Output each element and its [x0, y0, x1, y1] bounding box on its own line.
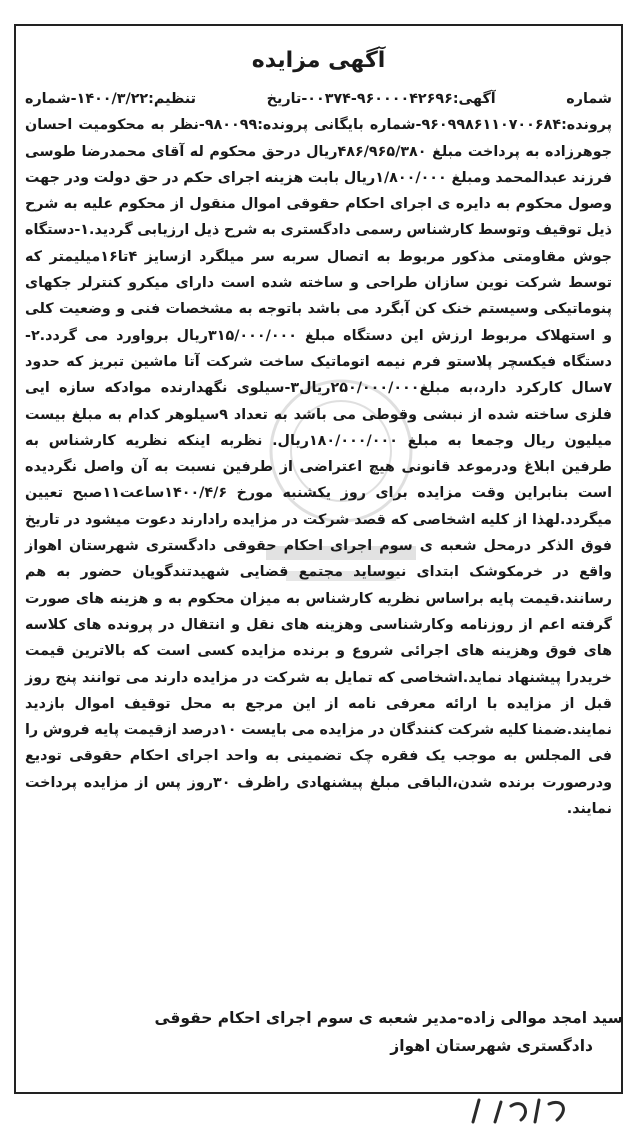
notice-title: آگهی مزایده	[251, 48, 386, 73]
signature-block	[63, 1004, 623, 1060]
handwritten-mark-icon	[465, 1094, 575, 1125]
signature-line-1: سید امجد موالی زاده-مدیر شعبه ی سوم اجرای احکام حقوقی	[154, 1009, 623, 1027]
notice-frame	[14, 24, 623, 1094]
notice-body: شماره آگهی:۹۶۰۰۰۰۴۲۶۹۶-۰۰۳۷۴-تاریخ تنظیم:۱۴۰۰/۳/۲۲-شماره پرونده:۹۶۰۹۹۸۶۱۱۰۷۰۰۶۸۴-شماره بایگانی پرونده:۹۸۰۰۹۹-نظر به محکومیت احسان جوهرزاده به پرداخت مبلغ ۴۸۶/۹۶۵/۳۸۰ریال درحق محکوم له آقای محمدرضا طوسی فرزند عبدالمحمد ومبلغ ۱/۸۰۰/۰۰۰ریال بابت هزینه اجرای حکم در حق دولت ودر جهت وصول محکوم به دایره ی اجرای احکام حقوقی اموال منقول از محکوم علیه به شرح ذیل توقیف وتوسط کارشناس رسمی دادگستری به شرح ذیل ارزیابی گردید.۱-دستگاه جوش مقاومتی مذکور مربوط به اتصال سربه سر میلگرد ازسایز ۴تا۱۶میلیمتر که توسط شرکت نوین سازان طراحی و ساخته شده است دارای میکرو کنترلر جکهای پنوماتیکی وسیستم خنک کن آبگرد می باشد باتوجه به مشخصات فنی و وضعیت کلی و استهلاک مربوط ارزش این دستگاه مبلغ ۳۱۵/۰۰۰/۰۰۰ریال برواورد می گردد.۲-دستگاه فیکسچر پلاستو فرم نیمه اتوماتیک ساخت شرکت آتا ماشین تبریز که حدود ۷سال کارکرد دارد،به مبلغ۲۵۰/۰۰۰/۰۰۰ریال۳-سیلوی نگهدارنده موادکه سازه ایی فلزی ساخته شده از نبشی وقوطی می باشد به تعداد ۹سیلوهر کدام به مبلغ بیست میلیون ریال وجمعا به مبلغ ۱۸۰/۰۰۰/۰۰۰ریال. نظربه اینکه نظریه کارشناس به طرفین ابلاغ ودرموعد قانونی هیچ اعتراضی از طرفین نسبت به آن واصل نگردیده است بنابراین وقت مزایده برای روز یکشنبه مورخ ۱۴۰۰/۴/۶ساعت۱۱صبح تعیین میگردد.لهذا از کلیه اشخاصی که قصد شرکت در مزایده رادارند دعوت میشود در تاریخ فوق الذکر درمحل شعبه ی سوم اجرای احکام حقوقی دادگستری شهرستان اهواز واقع در خرمکوشک ابتدای نیوساید مجتمع قضایی شهیدتندگویان حضور به هم رسانند.قیمت پایه براساس نظریه کارشناس به میزان محکوم به و هزینه های صورت گرفته اعم از روزنامه وکارشناسی وهزینه های نقل و انتقال در پرونده های کلاسه های فوق وهزینه های اجرائی شروع و برنده مزایده کسی است که بالاترین قیمت خریدرا پیشنهاد نماید.اشخاصی که تمایل به شرکت در مزایده دارند می توانند پنج روز قبل از مزایده با ارائه معرفی نامه از این مرجع به محل توقیف اموال بازدید نمایند.ضمنا کلیه شرکت کنندگان در مزایده می بایست ۱۰درصد ازقیمت پایه فروش را فی المجلس به موجب یک فقره چک تضمینی به واحد اجرای احکام حقوقی تودیع ودرصورت برنده شدن،الباقی مبلغ پیشنهادی راظرف ۳۰روز پس از مزایده پرداخت نمایند.	[25, 91, 613, 818]
signature-line-2: دادگستری شهرستان اهواز	[390, 1037, 593, 1055]
